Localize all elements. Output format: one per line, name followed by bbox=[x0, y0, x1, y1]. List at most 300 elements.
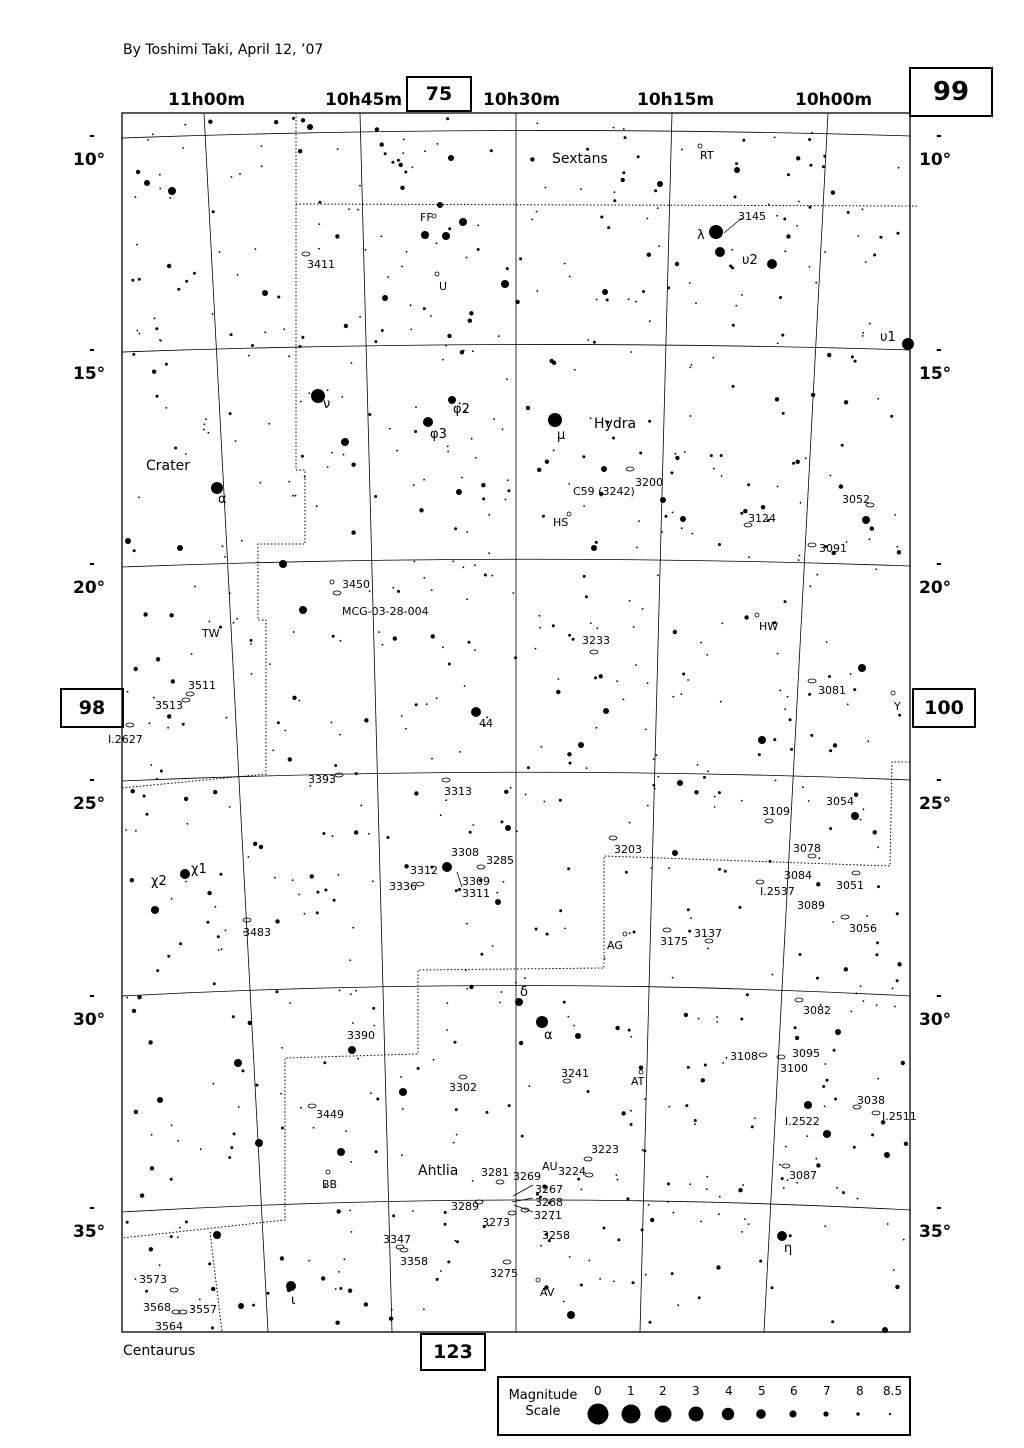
faint-star bbox=[681, 149, 683, 151]
faint-star bbox=[331, 452, 333, 454]
faint-star bbox=[295, 495, 297, 497]
faint-star bbox=[830, 475, 832, 477]
faint-star bbox=[151, 1134, 153, 1136]
faint-star bbox=[612, 437, 615, 440]
faint-star bbox=[359, 316, 361, 318]
faint-star bbox=[567, 752, 571, 756]
faint-star bbox=[341, 396, 343, 398]
bright-star bbox=[234, 1059, 242, 1067]
faint-star bbox=[337, 1209, 341, 1213]
faint-star bbox=[642, 1149, 644, 1151]
faint-star bbox=[299, 345, 302, 348]
object-label: 3100 bbox=[780, 1062, 808, 1075]
faint-star bbox=[871, 1133, 874, 1136]
faint-star bbox=[863, 808, 865, 810]
faint-star bbox=[779, 296, 782, 299]
bright-star bbox=[442, 862, 452, 872]
object-label: 3557 bbox=[189, 1303, 217, 1316]
faint-star bbox=[444, 1211, 447, 1214]
dec-label-right: 35° bbox=[919, 1222, 952, 1242]
bright-star bbox=[307, 124, 313, 130]
faint-star bbox=[741, 294, 743, 296]
faint-star bbox=[211, 1287, 215, 1291]
faint-star bbox=[525, 794, 527, 796]
object-label: 3095 bbox=[792, 1047, 820, 1060]
faint-star bbox=[506, 267, 509, 270]
faint-star bbox=[738, 1188, 742, 1192]
faint-star bbox=[397, 159, 400, 162]
faint-star bbox=[232, 1015, 235, 1018]
object-label: 3082 bbox=[803, 1004, 831, 1017]
faint-star bbox=[877, 885, 880, 888]
galaxy-symbol bbox=[663, 928, 671, 932]
faint-star bbox=[783, 218, 786, 221]
variable-star-symbol bbox=[623, 932, 627, 936]
bright-star bbox=[125, 538, 131, 544]
faint-star bbox=[348, 1289, 352, 1293]
bright-star bbox=[657, 181, 663, 187]
adjacent-chart-bottom[interactable]: 123 bbox=[420, 1333, 486, 1371]
faint-star bbox=[515, 300, 519, 304]
faint-star bbox=[714, 806, 716, 808]
faint-star bbox=[794, 1026, 797, 1029]
faint-star bbox=[795, 1036, 799, 1040]
faint-star bbox=[322, 832, 325, 835]
faint-star bbox=[624, 136, 627, 139]
faint-star bbox=[229, 412, 232, 415]
faint-star bbox=[898, 167, 900, 169]
faint-star bbox=[559, 799, 562, 802]
bright-star bbox=[548, 413, 562, 427]
faint-star bbox=[138, 278, 141, 281]
star-label: α bbox=[218, 492, 227, 507]
faint-star bbox=[539, 627, 541, 629]
object-label: FF bbox=[420, 211, 433, 224]
faint-star bbox=[466, 988, 468, 990]
faint-star bbox=[901, 1061, 905, 1065]
variable-star-symbol bbox=[755, 613, 759, 617]
faint-star bbox=[822, 165, 825, 168]
faint-star bbox=[761, 505, 765, 509]
faint-star bbox=[519, 257, 522, 260]
faint-star bbox=[853, 1146, 856, 1149]
faint-star bbox=[564, 263, 566, 265]
object-label: 3091 bbox=[819, 542, 847, 555]
faint-star bbox=[490, 149, 493, 152]
faint-star bbox=[321, 1276, 325, 1280]
legend-mag-label: 3 bbox=[692, 1384, 700, 1398]
faint-star bbox=[316, 891, 319, 894]
faint-star bbox=[364, 718, 368, 722]
faint-star bbox=[140, 1193, 144, 1197]
faint-star bbox=[668, 867, 670, 869]
faint-star bbox=[169, 613, 173, 617]
faint-star bbox=[274, 877, 276, 879]
faint-star bbox=[464, 685, 466, 687]
faint-star bbox=[368, 833, 370, 835]
faint-star bbox=[338, 1271, 340, 1273]
faint-star bbox=[772, 974, 774, 976]
faint-star bbox=[405, 728, 407, 730]
faint-star bbox=[132, 353, 135, 356]
faint-star bbox=[524, 977, 526, 979]
faint-star bbox=[492, 945, 494, 947]
faint-star bbox=[569, 1256, 571, 1258]
faint-star bbox=[536, 122, 538, 124]
faint-star bbox=[644, 1098, 646, 1100]
faint-star bbox=[298, 894, 300, 896]
faint-star bbox=[182, 147, 184, 149]
star-label: λ bbox=[697, 228, 705, 243]
faint-star bbox=[599, 1278, 601, 1280]
faint-star bbox=[332, 835, 334, 837]
faint-star bbox=[357, 1058, 359, 1060]
object-label: 3267 bbox=[535, 1183, 563, 1196]
faint-star bbox=[569, 276, 571, 278]
faint-star bbox=[351, 463, 355, 467]
faint-star bbox=[472, 350, 474, 352]
object-label: AU bbox=[542, 1160, 558, 1173]
faint-star bbox=[877, 1078, 879, 1080]
faint-star bbox=[477, 224, 479, 226]
faint-star bbox=[284, 563, 287, 566]
faint-star bbox=[156, 969, 159, 972]
faint-star bbox=[613, 1281, 615, 1283]
faint-star bbox=[647, 253, 651, 257]
faint-star bbox=[731, 266, 734, 269]
faint-star bbox=[809, 164, 812, 167]
faint-star bbox=[500, 820, 503, 823]
faint-star bbox=[147, 139, 149, 141]
faint-star bbox=[690, 415, 692, 417]
bright-star bbox=[505, 825, 511, 831]
faint-star bbox=[563, 1001, 566, 1004]
faint-star bbox=[721, 622, 723, 624]
faint-star bbox=[625, 871, 628, 874]
variable-star-symbol bbox=[330, 580, 334, 584]
star-field bbox=[125, 117, 914, 1425]
faint-star bbox=[535, 928, 538, 931]
faint-star bbox=[816, 574, 818, 576]
faint-star bbox=[574, 369, 576, 371]
faint-star bbox=[850, 1011, 852, 1013]
faint-star bbox=[692, 533, 694, 535]
faint-star bbox=[542, 515, 545, 518]
object-label: 3224 bbox=[558, 1165, 586, 1178]
faint-star bbox=[355, 990, 357, 992]
faint-star bbox=[335, 234, 339, 238]
object-label: 3358 bbox=[400, 1255, 428, 1268]
faint-star bbox=[165, 363, 168, 366]
faint-star bbox=[415, 703, 418, 706]
faint-star bbox=[855, 992, 857, 994]
faint-star bbox=[272, 750, 274, 752]
faint-star bbox=[507, 489, 510, 492]
variable-star-symbol bbox=[698, 144, 702, 148]
faint-star bbox=[436, 242, 438, 244]
dec-tick-mark: - bbox=[936, 128, 942, 144]
faint-star bbox=[399, 163, 403, 167]
bright-star bbox=[777, 1231, 787, 1241]
faint-star bbox=[431, 589, 433, 591]
galaxy-symbol bbox=[496, 1180, 504, 1184]
faint-star bbox=[143, 612, 147, 616]
faint-star bbox=[506, 378, 508, 380]
galaxy-symbol bbox=[503, 1260, 511, 1264]
faint-star bbox=[847, 211, 850, 214]
object-label: 3108 bbox=[730, 1050, 758, 1063]
faint-star bbox=[241, 540, 243, 542]
dec-tick-mark: - bbox=[89, 988, 95, 1004]
faint-star bbox=[340, 640, 342, 642]
boundary-centaurus-antlia bbox=[210, 1232, 222, 1332]
faint-star bbox=[423, 307, 426, 310]
faint-star bbox=[786, 234, 790, 238]
faint-star bbox=[636, 547, 638, 549]
faint-star bbox=[167, 714, 171, 718]
faint-star bbox=[779, 1164, 781, 1166]
faint-star bbox=[156, 778, 158, 780]
bright-star bbox=[767, 259, 777, 269]
faint-star bbox=[185, 453, 187, 455]
adjacent-chart-left[interactable]: 98 bbox=[60, 688, 124, 728]
bright-star bbox=[495, 899, 501, 905]
object-label: 3289 bbox=[451, 1200, 479, 1213]
faint-star bbox=[710, 454, 713, 457]
faint-star bbox=[698, 1296, 701, 1299]
faint-star bbox=[704, 1064, 707, 1067]
faint-star bbox=[648, 1204, 650, 1206]
object-label: 3233 bbox=[582, 634, 610, 647]
object-label: 3056 bbox=[849, 922, 877, 935]
faint-star bbox=[374, 495, 377, 498]
faint-star bbox=[174, 447, 177, 450]
faint-star bbox=[426, 703, 428, 705]
faint-star bbox=[389, 1316, 393, 1320]
faint-star bbox=[410, 304, 412, 306]
legend-mag-label: 2 bbox=[659, 1384, 667, 1398]
object-label: 3313 bbox=[444, 785, 472, 798]
bright-star bbox=[902, 338, 914, 350]
faint-star bbox=[642, 608, 644, 610]
faint-star bbox=[289, 1002, 291, 1004]
adjacent-chart-top[interactable]: 75 bbox=[406, 76, 472, 112]
bright-star bbox=[578, 742, 584, 748]
faint-star bbox=[455, 1108, 458, 1111]
faint-star bbox=[540, 1245, 542, 1247]
object-label: 3568 bbox=[143, 1301, 171, 1314]
faint-star bbox=[526, 406, 530, 410]
faint-star bbox=[558, 678, 560, 680]
faint-star bbox=[667, 1182, 670, 1185]
faint-star bbox=[430, 315, 432, 317]
faint-star bbox=[323, 1061, 326, 1064]
faint-star bbox=[714, 796, 716, 798]
faint-star bbox=[424, 150, 426, 152]
faint-star bbox=[219, 873, 222, 876]
dec-label-left: 30° bbox=[73, 1010, 106, 1030]
faint-star bbox=[238, 1106, 240, 1108]
faint-star bbox=[486, 1111, 489, 1114]
faint-star bbox=[335, 1288, 337, 1290]
faint-star bbox=[255, 248, 257, 250]
faint-star bbox=[665, 515, 668, 518]
faint-star bbox=[630, 351, 632, 353]
faint-star bbox=[894, 514, 896, 516]
galaxy-symbol bbox=[477, 865, 485, 869]
faint-star bbox=[406, 251, 408, 253]
faint-star bbox=[374, 340, 377, 343]
dec-label-right: 25° bbox=[919, 794, 952, 814]
faint-star bbox=[264, 331, 266, 333]
faint-star bbox=[824, 1105, 826, 1107]
faint-star bbox=[384, 152, 387, 155]
faint-star bbox=[784, 708, 786, 710]
faint-star bbox=[816, 1163, 820, 1167]
faint-star bbox=[375, 1150, 378, 1153]
faint-star bbox=[401, 1154, 403, 1156]
faint-star bbox=[222, 545, 224, 547]
faint-star bbox=[529, 1085, 531, 1087]
faint-star bbox=[309, 392, 311, 394]
bright-star bbox=[213, 1231, 221, 1239]
faint-star bbox=[445, 345, 447, 347]
faint-star bbox=[832, 921, 834, 923]
adjacent-chart-right[interactable]: 100 bbox=[912, 688, 976, 728]
faint-star bbox=[167, 264, 171, 268]
faint-star bbox=[250, 639, 253, 642]
faint-star bbox=[212, 1083, 214, 1085]
faint-star bbox=[811, 393, 815, 397]
faint-star bbox=[170, 1235, 173, 1238]
faint-star bbox=[775, 780, 777, 782]
faint-star bbox=[897, 232, 900, 235]
object-label: I.2511 bbox=[882, 1110, 917, 1123]
faint-star bbox=[675, 262, 679, 266]
faint-star bbox=[212, 210, 215, 213]
faint-star bbox=[436, 697, 438, 699]
faint-star bbox=[829, 749, 832, 752]
faint-star bbox=[722, 1062, 724, 1064]
faint-star bbox=[251, 344, 254, 347]
faint-star bbox=[132, 1009, 136, 1013]
faint-star bbox=[649, 1321, 652, 1324]
faint-star bbox=[600, 216, 603, 219]
faint-star bbox=[231, 176, 233, 178]
faint-star bbox=[499, 1002, 501, 1004]
faint-star bbox=[288, 355, 290, 357]
page-number-box: 99 bbox=[909, 67, 993, 117]
faint-star bbox=[824, 1225, 826, 1227]
bright-star bbox=[262, 290, 268, 296]
faint-star bbox=[259, 482, 261, 484]
faint-star bbox=[300, 1107, 302, 1109]
object-label: 3268 bbox=[535, 1196, 563, 1209]
faint-star bbox=[149, 1247, 153, 1251]
ra-line-10h00m bbox=[764, 113, 828, 1332]
faint-star bbox=[177, 288, 180, 291]
faint-star bbox=[138, 497, 140, 499]
bright-star bbox=[255, 1139, 263, 1147]
variable-star-symbol bbox=[891, 691, 895, 695]
object-label: 3302 bbox=[449, 1081, 477, 1094]
faint-star bbox=[339, 1287, 342, 1290]
faint-star bbox=[672, 977, 674, 979]
faint-star bbox=[819, 857, 821, 859]
faint-star bbox=[448, 663, 451, 666]
faint-star bbox=[391, 161, 394, 164]
faint-star bbox=[535, 648, 537, 650]
faint-star bbox=[149, 722, 151, 724]
dec-tick-mark: - bbox=[936, 342, 942, 358]
object-label: 3573 bbox=[139, 1273, 167, 1286]
faint-star bbox=[404, 864, 408, 868]
faint-star bbox=[826, 641, 828, 643]
faint-star bbox=[890, 415, 893, 418]
faint-star bbox=[392, 1214, 395, 1217]
object-label: 3393 bbox=[308, 773, 336, 786]
faint-star bbox=[308, 1260, 310, 1262]
faint-star bbox=[460, 350, 464, 354]
faint-star bbox=[156, 395, 159, 398]
faint-star bbox=[423, 479, 425, 481]
faint-star bbox=[204, 423, 206, 425]
faint-star bbox=[602, 1227, 605, 1230]
faint-star bbox=[465, 969, 467, 971]
dec-label-left: 10° bbox=[73, 150, 106, 170]
faint-star bbox=[639, 452, 642, 455]
faint-star bbox=[721, 475, 723, 477]
faint-star bbox=[368, 413, 371, 416]
faint-star bbox=[431, 758, 433, 760]
star-label: δ bbox=[520, 985, 528, 1000]
faint-star bbox=[345, 1130, 347, 1132]
faint-star bbox=[747, 483, 750, 486]
object-label: AT bbox=[631, 1075, 645, 1088]
object-label: 3054 bbox=[826, 795, 854, 808]
faint-star bbox=[685, 1104, 688, 1107]
faint-star bbox=[629, 600, 631, 602]
legend-mag-label: 7 bbox=[823, 1384, 831, 1398]
faint-star bbox=[875, 568, 877, 570]
faint-star bbox=[171, 898, 173, 900]
faint-star bbox=[622, 171, 625, 174]
faint-star bbox=[351, 530, 355, 534]
faint-star bbox=[167, 727, 169, 729]
faint-star bbox=[815, 1158, 817, 1160]
dec-tick-mark: - bbox=[936, 556, 942, 572]
faint-star bbox=[700, 642, 702, 644]
faint-star bbox=[255, 1084, 258, 1087]
constellation-label: Antlia bbox=[418, 1163, 459, 1179]
faint-star bbox=[417, 1067, 420, 1070]
galaxy-symbol bbox=[459, 1075, 467, 1079]
faint-star bbox=[455, 889, 458, 892]
faint-star bbox=[829, 827, 832, 830]
object-label: 3203 bbox=[614, 843, 642, 856]
faint-star bbox=[152, 370, 156, 374]
faint-star bbox=[689, 367, 691, 369]
faint-star bbox=[716, 1021, 718, 1023]
star-label: η bbox=[784, 1241, 793, 1256]
galaxy-symbol bbox=[795, 998, 803, 1002]
ra-label: 10h00m bbox=[795, 90, 873, 110]
faint-star bbox=[209, 621, 211, 623]
faint-star bbox=[585, 595, 588, 598]
faint-star bbox=[447, 446, 449, 448]
faint-star bbox=[514, 656, 517, 659]
faint-star bbox=[895, 1285, 899, 1289]
